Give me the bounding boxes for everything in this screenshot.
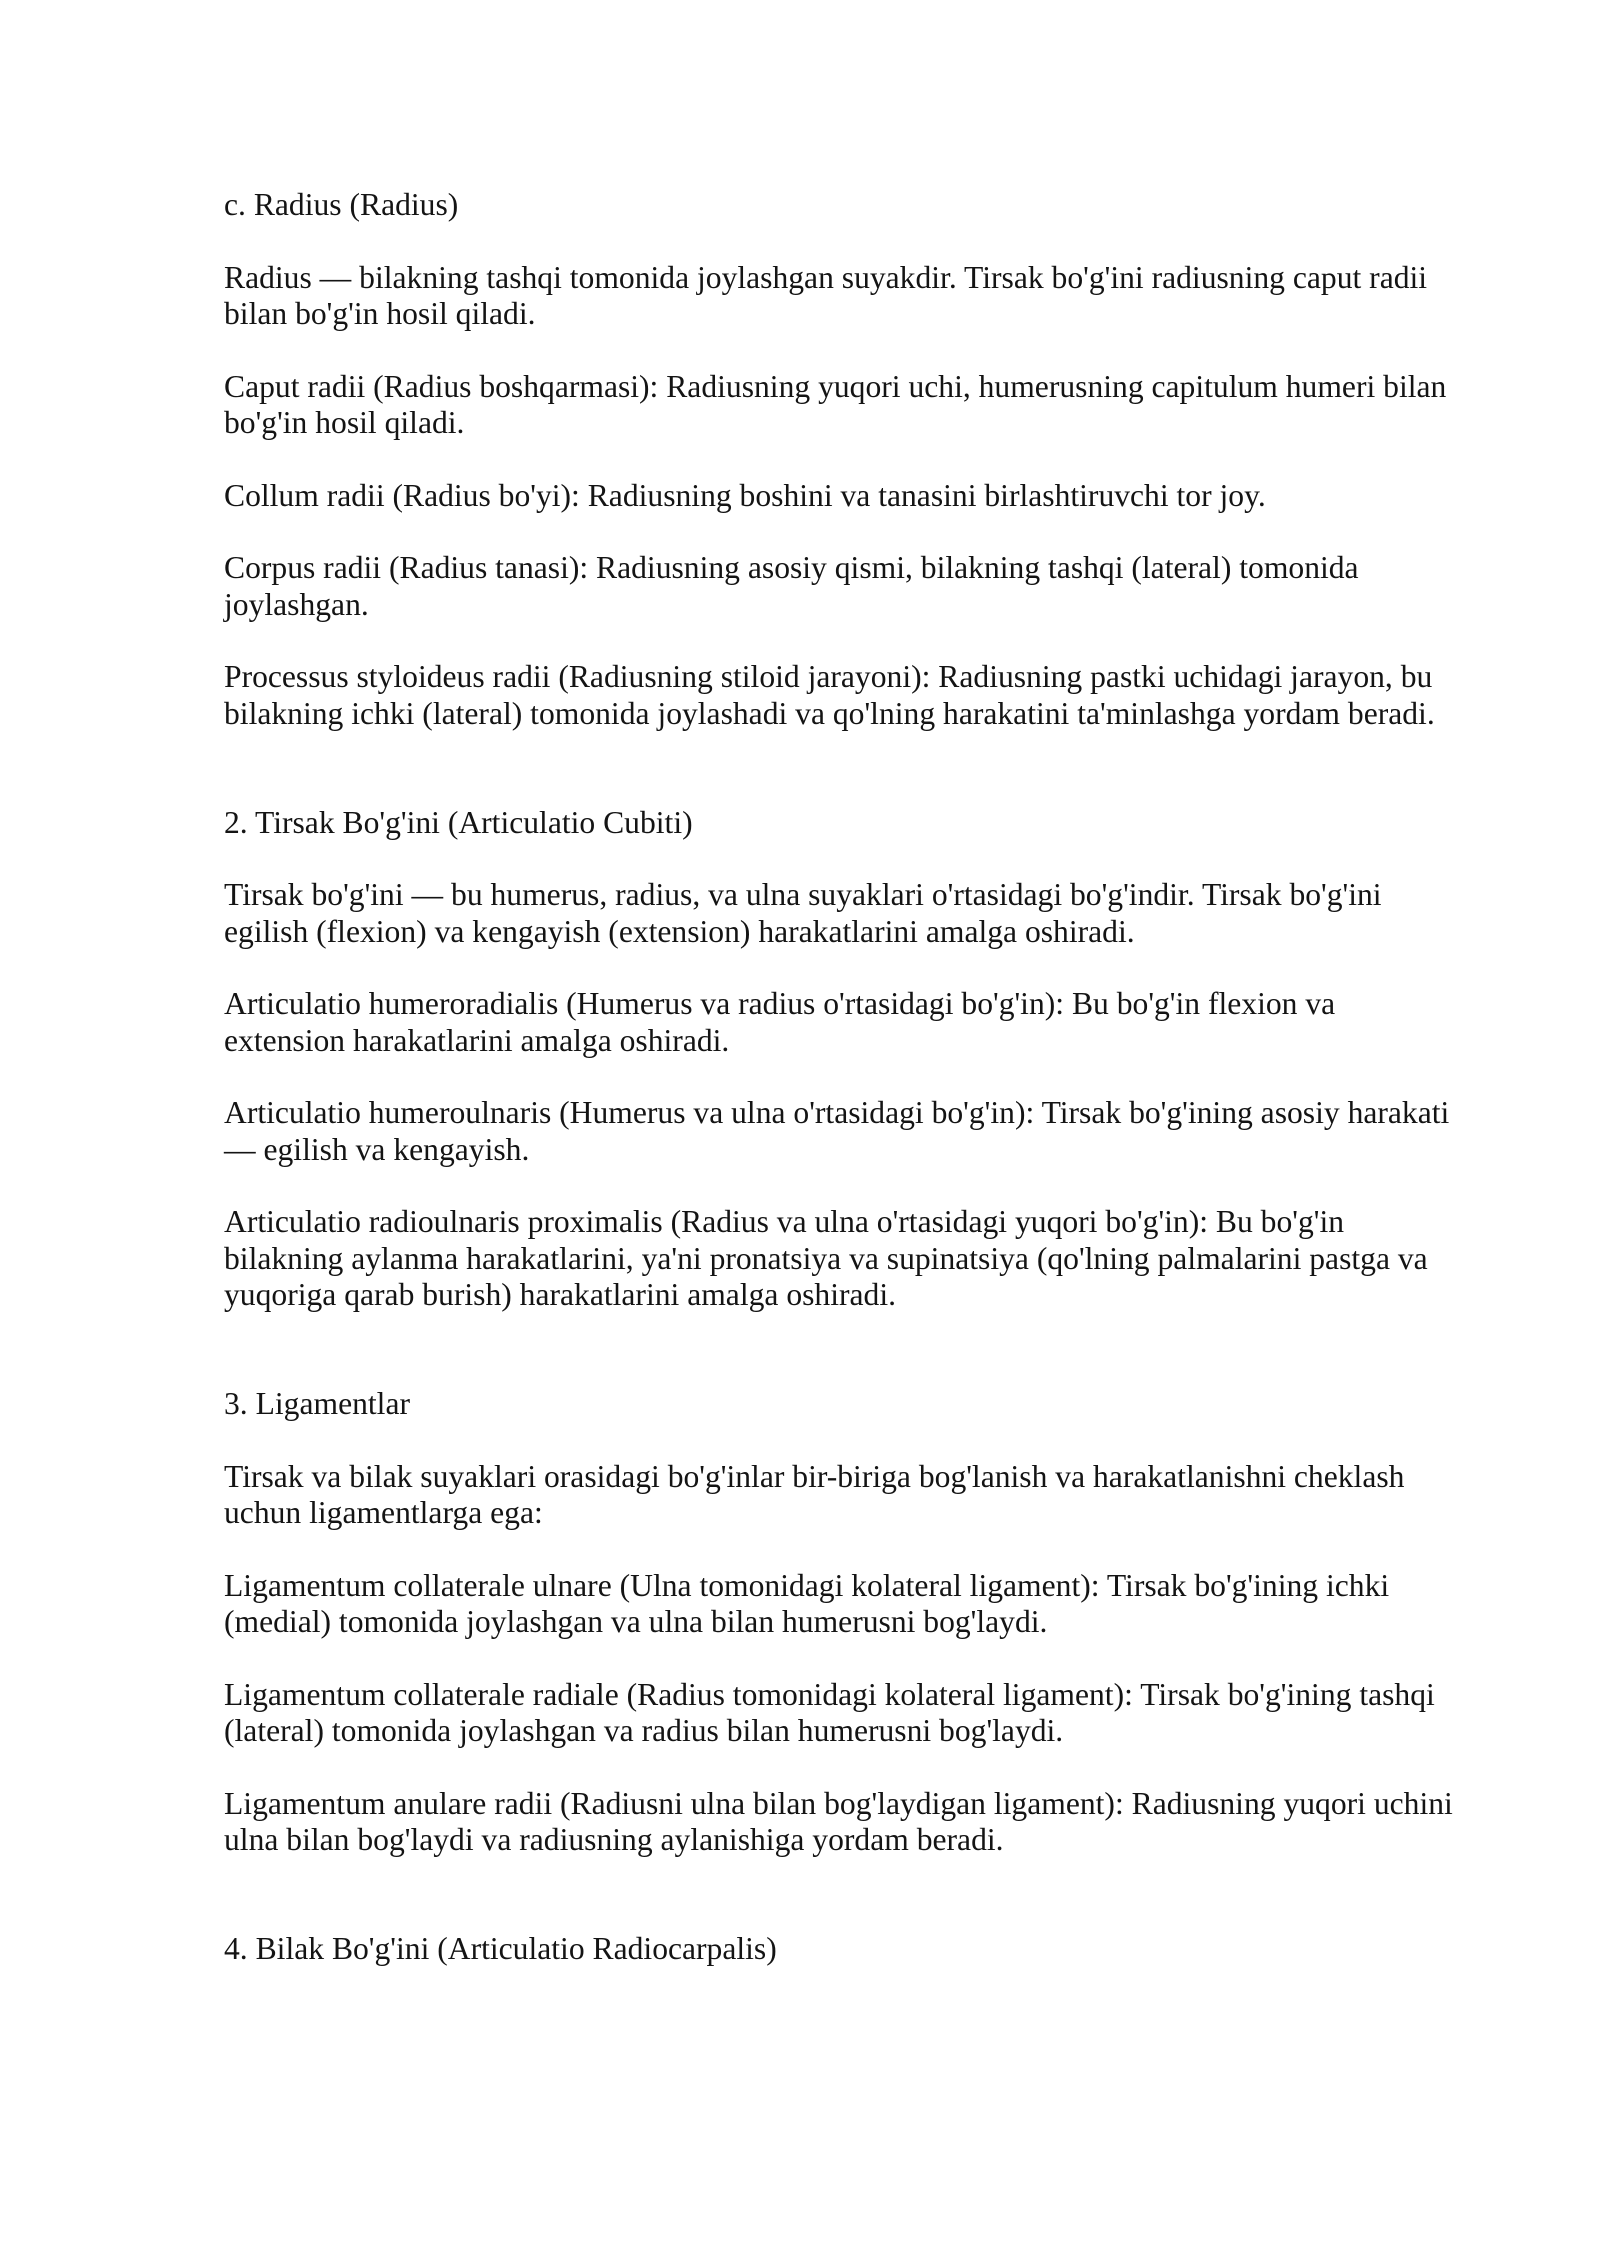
paragraph-line: Articulatio humeroradialis (Humerus va radius o'rtasidagi bo'g'in): Bu bo'g'in flexion va bbox=[224, 986, 1336, 1022]
paragraph-line: Tirsak va bilak suyaklari orasidagi bo'g'inlar bir-biriga bog'lanish va harakatlanishni cheklash bbox=[224, 1458, 1405, 1494]
paragraph-line: — egilish va kengayish. bbox=[224, 1131, 530, 1167]
paragraph-ligamentlar-intro bbox=[224, 1459, 1453, 1532]
paragraph-line: Processus styloideus radii (Radiusning stiloid jarayoni): Radiusning pastki uchidagi jarayon, bu bbox=[224, 659, 1433, 695]
paragraph-line: Articulatio humeroulnaris (Humerus va ulna o'rtasidagi bo'g'in): Tirsak bo'g'ining asosiy harakati bbox=[224, 1095, 1450, 1131]
section-radius bbox=[224, 187, 1453, 768]
section-tirsak-bogini bbox=[224, 768, 1453, 1349]
paragraph-corpus-radii bbox=[224, 550, 1453, 623]
paragraph-line: yuqoriga qarab burish) harakatlarini amalga oshiradi. bbox=[224, 1277, 896, 1313]
paragraph-caput-radii bbox=[224, 369, 1453, 442]
paragraph-line: uchun ligamentlarga ega: bbox=[224, 1495, 543, 1531]
paragraph-humeroradialis bbox=[224, 986, 1453, 1059]
paragraph-line: Ligamentum anulare radii (Radiusni ulna bilan bog'laydigan ligament): Radiusning yuqori uchini bbox=[224, 1785, 1453, 1821]
paragraph-line: bilakning aylanma harakatlarini, ya'ni pronatsiya va supinatsiya (qo'lning palmalarini pastga va bbox=[224, 1240, 1428, 1276]
paragraph-line: Ligamentum collaterale radiale (Radius tomonidagi kolateral ligament): Tirsak bo'g'ining tashqi bbox=[224, 1676, 1435, 1712]
paragraph-collaterale-radiale bbox=[224, 1677, 1453, 1750]
paragraph-humeroulnaris bbox=[224, 1095, 1453, 1168]
paragraph-line: Ligamentum collaterale ulnare (Ulna tomonidagi kolateral ligament): Tirsak bo'g'ining ichki bbox=[224, 1567, 1390, 1603]
paragraph-line: bo'g'in hosil qiladi. bbox=[224, 405, 465, 441]
paragraph-line: (medial) tomonida joylashgan va ulna bilan humerusni bog'laydi. bbox=[224, 1604, 1048, 1640]
paragraph-tirsak-definition bbox=[224, 877, 1453, 950]
section-bilak-bogini bbox=[224, 1895, 1453, 2004]
section-heading: 3. Ligamentlar bbox=[224, 1386, 410, 1422]
paragraph-line: Corpus radii (Radius tanasi): Radiusning asosiy qismi, bilakning tashqi (lateral) tomonida bbox=[224, 550, 1359, 586]
paragraph-line: Radius — bilakning tashqi tomonida joylashgan suyakdir. Tirsak bo'g'ini radiusning caput radii bbox=[224, 259, 1428, 295]
paragraph-line: bilan bo'g'in hosil qiladi. bbox=[224, 296, 536, 332]
paragraph-line: ulna bilan bog'laydi va radiusning aylanishiga yordam beradi. bbox=[224, 1822, 1004, 1858]
section-ligamentlar bbox=[224, 1350, 1453, 1895]
paragraph-line: (lateral) tomonida joylashgan va radius bilan humerusni bog'laydi. bbox=[224, 1713, 1064, 1749]
paragraph-line: joylashgan. bbox=[224, 586, 369, 622]
paragraph-line: extension harakatlarini amalga oshiradi. bbox=[224, 1022, 730, 1058]
paragraph-collum-radii bbox=[224, 478, 1453, 514]
paragraph-line: Tirsak bo'g'ini — bu humerus, radius, va ulna suyaklari o'rtasidagi bo'g'indir. Tirsak bo'g'ini bbox=[224, 877, 1382, 913]
paragraph-anulare-radii bbox=[224, 1786, 1453, 1859]
paragraph-line: egilish (flexion) va kengayish (extension) harakatlarini amalga oshiradi. bbox=[224, 913, 1135, 949]
paragraph-line: Articulatio radioulnaris proximalis (Radius va ulna o'rtasidagi yuqori bo'g'in): Bu bo'g'in bbox=[224, 1204, 1345, 1240]
section-heading: 2. Tirsak Bo'g'ini (Articulatio Cubiti) bbox=[224, 804, 693, 840]
paragraph-radioulnaris-proximalis bbox=[224, 1204, 1453, 1313]
section-heading: 4. Bilak Bo'g'ini (Articulatio Radiocarpalis) bbox=[224, 1931, 777, 1967]
section-heading: c. Radius (Radius) bbox=[224, 187, 459, 222]
paragraph-line: Caput radii (Radius boshqarmasi): Radiusning yuqori uchi, humerusning capitulum humeri bilan bbox=[224, 368, 1447, 404]
paragraph-radius-definition bbox=[224, 260, 1453, 333]
paragraph-line: bilakning ichki (lateral) tomonida joylashadi va qo'lning harakatini ta'minlashga yordam beradi. bbox=[224, 695, 1435, 731]
paragraph-processus-styloideus bbox=[224, 659, 1453, 732]
paragraph-line: Collum radii (Radius bo'yi): Radiusning boshini va tanasini birlashtiruvchi tor joy. bbox=[224, 477, 1266, 513]
paragraph-collaterale-ulnare bbox=[224, 1568, 1453, 1641]
document-body bbox=[224, 187, 1453, 2004]
